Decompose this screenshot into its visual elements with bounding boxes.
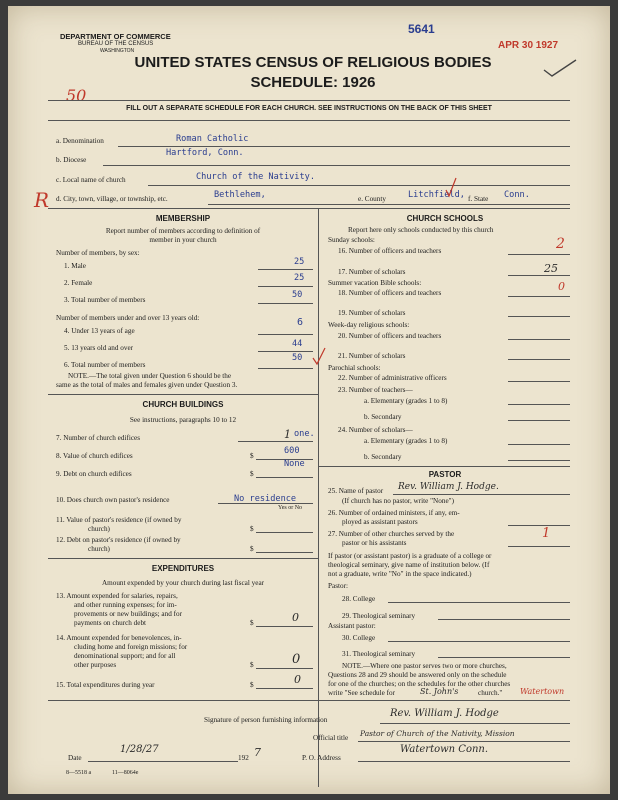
q9-value: None (284, 459, 305, 469)
q10-line (218, 503, 313, 504)
q8-value: 600 (284, 446, 300, 456)
census-form-sheet (8, 6, 610, 794)
denomination-value: Roman Catholic (176, 134, 249, 144)
expenditures-title: EXPENDITURES (151, 564, 215, 573)
form-title: UNITED STATES CENSUS OF RELIGIOUS BODIES (134, 54, 492, 71)
parochial-label: Parochial schools: (328, 364, 381, 372)
header-rule (48, 100, 570, 101)
q1-line (258, 269, 313, 270)
q13-dollar: $ (250, 619, 254, 627)
q14-line-3: denominational support; and for all (74, 652, 176, 660)
q30-label: 30. College (342, 634, 376, 642)
q10-label: 10. Does church own pastor's residence (56, 496, 170, 504)
pastor-note-2: Questions 28 and 29 should be answered only on the schedule (328, 671, 507, 679)
q24b-line (508, 460, 570, 461)
q16-line (508, 254, 570, 255)
membership-intro-1: Report number of members according to definition of (105, 227, 261, 235)
buildings-intro: See instructions, paragraphs 10 to 12 (129, 416, 237, 424)
signature-line (380, 723, 570, 724)
red-check-icon (311, 346, 327, 366)
signature-value: Rev. William J. Hodge (390, 708, 499, 719)
q6-line (258, 368, 313, 369)
q7-label: 7. Number of church edifices (56, 434, 141, 442)
year-value: 7 (254, 746, 261, 759)
q15-label: 15. Total expenditures during year (56, 681, 155, 689)
q7-line (238, 441, 313, 442)
state-value: Conn. (504, 190, 530, 200)
q12-label-1: 12. Debt on pastor's residence (if owned by (56, 536, 181, 544)
q14-value: 0 (292, 652, 301, 667)
po-address-label: P. O. Address (302, 754, 341, 762)
q15-line (256, 688, 313, 689)
q11-label-2: church) (88, 525, 110, 533)
city-value: Bethlehem, (214, 190, 266, 200)
q17-value: 25 (544, 262, 558, 275)
q25-value: Rev. William J. Hodge. (398, 482, 499, 492)
q12-dollar: $ (250, 545, 254, 553)
q14-line-1: 14. Amount expended for benevolences, in- (56, 634, 182, 642)
q11-dollar: $ (250, 525, 254, 533)
city-field-label: d. City, town, village, or township, etc. (56, 195, 168, 203)
membership-intro-2: member in your church (149, 236, 217, 244)
denomination-label: a. Denomination (56, 137, 104, 145)
q2-line (258, 286, 313, 287)
pastor-title: PASTOR (428, 470, 462, 479)
q6-label: 6. Total number of members (64, 361, 146, 369)
footer-rule (48, 700, 570, 701)
q24a-line (508, 444, 570, 445)
q15-dollar: $ (250, 681, 254, 689)
q4-line (258, 334, 313, 335)
expenditures-rule (48, 558, 318, 559)
q6-value: 50 (292, 353, 303, 363)
print-number: 11—8064e (112, 770, 139, 776)
q19-line (508, 316, 570, 317)
pastor-note-4b: church." (478, 689, 503, 697)
pastor-note-church: St. John's (420, 687, 459, 696)
asst-pastor-label: Assistant pastor: (328, 622, 376, 630)
q11-label-1: 11. Value of pastor's residence (if owned by (56, 516, 182, 524)
q4-value: 6 (297, 317, 304, 328)
q9-line (256, 477, 313, 478)
q14-line-4: other purposes (74, 661, 117, 669)
q24-secondary: b. Secondary (364, 453, 402, 461)
graduate-text-2: theological seminary, give name of institution below. (If (328, 561, 490, 569)
q21-label: 21. Number of scholars (338, 352, 406, 360)
q23b-line (508, 420, 570, 421)
schools-title: CHURCH SCHOOLS (406, 214, 484, 223)
q30-line (388, 641, 570, 642)
county-value: Litchfield, (408, 190, 465, 200)
q22-label: 22. Number of administrative officers (338, 374, 447, 382)
q25-label: 25. Name of pastor (328, 487, 384, 495)
check-mark-icon (542, 58, 578, 78)
received-stamp: APR 30 1927 (498, 40, 559, 51)
church-name-line (148, 185, 570, 186)
red-check-icon-county (444, 176, 458, 198)
q8-label: 8. Value of church edifices (56, 452, 133, 460)
q13-line-4: payments on church debt (74, 619, 147, 627)
header-rule-2 (48, 120, 570, 121)
q25-line (393, 494, 570, 495)
q7-hand: 1 (284, 428, 291, 441)
summer-label: Summer vacation Bible schools: (328, 279, 422, 287)
pastor-sub-label: Pastor: (328, 582, 348, 590)
q24-elementary: a. Elementary (grades 1 to 8) (364, 437, 448, 445)
diocese-label: b. Diocese (56, 156, 87, 164)
q20-label: 20. Number of officers and teachers (338, 332, 442, 340)
diocese-value: Hartford, Conn. (166, 148, 244, 158)
q5-line (258, 351, 313, 352)
q24-label: 24. Number of scholars— (338, 426, 413, 434)
q12-label-2: church) (88, 545, 110, 553)
sunday-label: Sunday schools: (328, 236, 375, 244)
buildings-rule (48, 394, 318, 395)
q13-line (256, 626, 313, 627)
graduate-text-3: not a graduate, write "No" in the space indicated.) (328, 570, 472, 578)
official-title-line (358, 741, 570, 742)
pastor-note-4: write "See schedule for (328, 689, 395, 697)
q11-line (256, 532, 313, 533)
bureau-label: BUREAU OF THE CENSUS (78, 41, 154, 47)
q17-line (508, 275, 570, 276)
county-label: e. County (358, 195, 386, 203)
q29-label: 29. Theological seminary (342, 612, 416, 620)
q15-value: 0 (294, 673, 301, 686)
official-title-label: Official title (313, 734, 349, 742)
q16-value: 2 (556, 236, 565, 252)
q28-line (388, 602, 570, 603)
q17-label: 17. Number of scholars (338, 268, 406, 276)
q9-dollar: $ (250, 470, 254, 478)
q23-label: 23. Number of teachers— (338, 386, 413, 394)
q2-value: 25 (294, 273, 305, 283)
margin-note: 50 (66, 86, 87, 105)
q23-secondary: b. Secondary (364, 413, 402, 421)
q27-value: 1 (542, 526, 551, 541)
q3-value: 50 (292, 290, 303, 300)
q16-label: 16. Number of officers and teachers (338, 247, 442, 255)
q13-line-3: provements or new buildings; and for (74, 610, 182, 618)
q23-elementary: a. Elementary (grades 1 to 8) (364, 397, 448, 405)
q31-label: 31. Theological seminary (342, 650, 416, 658)
form-subtitle: SCHEDULE: 1926 (250, 74, 376, 91)
q23a-line (508, 404, 570, 405)
pastor-note-1: NOTE.—Where one pastor serves two or more churches, (342, 662, 507, 670)
reviewer-mark: R (34, 188, 50, 212)
weekday-label: Week-day religious schools: (328, 321, 410, 329)
q27-line-1: 27. Number of other churches served by the (328, 530, 455, 538)
serial-number: 5641 (408, 22, 435, 36)
diocese-line (103, 165, 570, 166)
schools-intro: Report here only schools conducted by this church (348, 226, 494, 234)
date-label: Date (68, 754, 82, 762)
by-sex-label: Number of members, by sex: (56, 249, 140, 257)
membership-note-2: same as the total of males and females given under Question 3. (56, 381, 238, 389)
q26-line-2: ployed as assistant pastors (342, 518, 418, 526)
q1-label: 1. Male (64, 262, 86, 270)
q29-line (438, 619, 570, 620)
q28-label: 28. College (342, 595, 376, 603)
year-prefix: 192 (238, 754, 249, 762)
city-label: WASHINGTON (100, 48, 135, 54)
pastor-note-red: Watertown (520, 687, 565, 696)
q8-dollar: $ (250, 452, 254, 460)
q9-label: 9. Debt on church edifices (56, 470, 132, 478)
q3-line (258, 303, 313, 304)
expenditures-intro: Amount expended by your church during last fiscal year (101, 579, 265, 587)
pastor-rule (318, 466, 570, 467)
q26-line-1: 26. Number of ordained ministers, if any, em- (328, 509, 460, 517)
q18-label: 18. Number of officers and teachers (338, 289, 442, 297)
po-address-line (358, 761, 570, 762)
state-label: f. State (468, 195, 489, 203)
po-address-value: Watertown Conn. (400, 744, 489, 755)
graduate-text-1: If pastor (or assistant pastor) is a graduate of a college or (328, 552, 492, 560)
q7-value: one. (294, 429, 315, 439)
q14-dollar: $ (250, 661, 254, 669)
city-line (208, 204, 570, 205)
q22-line (508, 381, 570, 382)
q31-line (438, 657, 570, 658)
q5-label: 5. 13 years old and over (64, 344, 134, 352)
date-value: 1/28/27 (120, 744, 159, 755)
section-rule (48, 208, 570, 209)
q12-line (256, 552, 313, 553)
q18-value: 0 (558, 280, 565, 293)
under-over-label: Number of members under and over 13 years old: (56, 314, 200, 322)
q25-hint: (If church has no pastor, write "None") (342, 497, 454, 505)
signature-label: Signature of person furnishing information (204, 716, 328, 724)
q27-line (508, 546, 570, 547)
date-line (88, 761, 238, 762)
q14-line (256, 668, 313, 669)
q2-label: 2. Female (64, 279, 93, 287)
membership-note-1: NOTE.—The total given under Question 6 should be the (68, 372, 232, 380)
q14-line-2: cluding home and foreign missions; for (74, 643, 188, 651)
q10-value: No residence (234, 494, 297, 504)
q4-label: 4. Under 13 years of age (64, 327, 135, 335)
q19-label: 19. Number of scholars (338, 309, 406, 317)
form-instruction: FILL OUT A SEPARATE SCHEDULE FOR EACH CHURCH. SEE INSTRUCTIONS ON THE BACK OF THIS SHEET (126, 105, 492, 112)
membership-title: MEMBERSHIP (155, 214, 211, 223)
q10-hint: Yes or No (278, 505, 303, 511)
q13-value: 0 (292, 611, 299, 624)
q18-line (508, 296, 570, 297)
official-title-value: Pastor of Church of the Nativity, Mission (360, 729, 515, 738)
pastor-note-3: for one of the churches; on the schedules for the other churches (328, 680, 511, 688)
q3-label: 3. Total number of members (64, 296, 146, 304)
q26-line (508, 525, 570, 526)
dept-label: DEPARTMENT OF COMMERCE (60, 32, 171, 41)
buildings-title: CHURCH BUILDINGS (142, 400, 224, 409)
q1-value: 25 (294, 257, 305, 267)
church-name-value: Church of the Nativity. (196, 172, 315, 182)
church-name-label: c. Local name of church (56, 176, 126, 184)
q21-line (508, 359, 570, 360)
q13-line-1: 13. Amount expended for salaries, repairs, (56, 592, 178, 600)
q20-line (508, 339, 570, 340)
q13-line-2: and other running expenses; for im- (74, 601, 177, 609)
form-number: 8—5518 a (66, 770, 92, 776)
q27-line-2: pastor or his assistants (342, 539, 407, 547)
q5-value: 44 (292, 339, 303, 349)
denomination-line (118, 146, 570, 147)
